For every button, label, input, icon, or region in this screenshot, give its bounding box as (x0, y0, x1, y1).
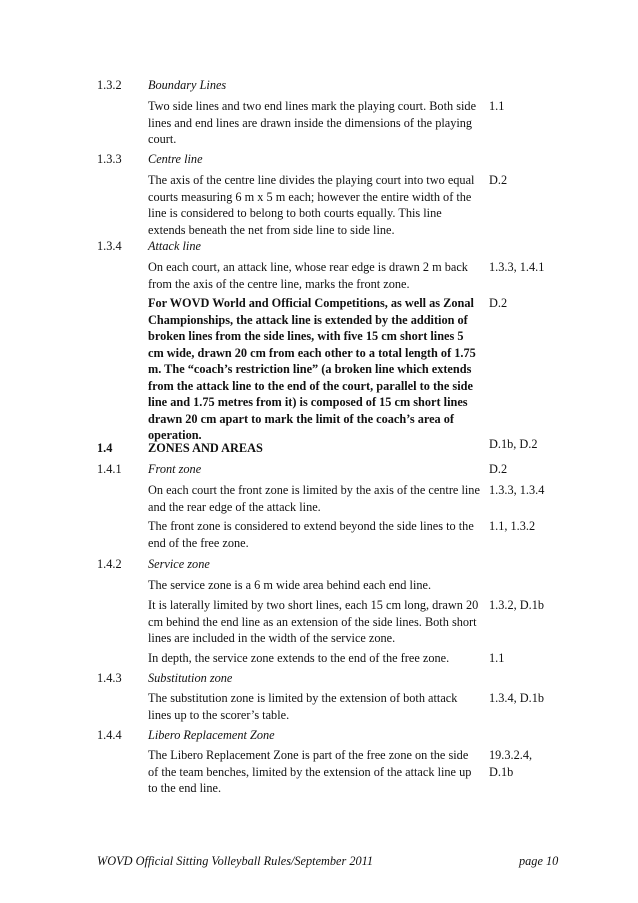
reference: D.2 (489, 173, 508, 187)
section-number: 1.4.2 (97, 557, 122, 571)
section-title: Service zone (148, 557, 210, 571)
section-number: 1.4.1 (97, 462, 122, 476)
reference: 1.1 (489, 651, 505, 665)
paragraph-text-bold: For WOVD World and Official Competitions, as well as Zonal Championships, the attack line is extended by the addition of broken lines from the side lines, with five 15 cm short lines 5 cm wide, drawn 20 cm from each other to a total length of 1.75 m. The “coach’s restriction line” (a broken line which extends from the attack line to the end of the court, parallel to the side line and 1.75 metres from it) is composed of 15 cm short lines drawn 20 cm apart to mark the limit of the coach’s area of operation. (148, 296, 476, 442)
paragraph-text: Two side lines and two end lines mark the playing court. Both side lines and end lines are drawn inside the dimensions of the playing court. (148, 99, 477, 146)
reference: 1.3.3, 1.3.4 (489, 483, 545, 497)
section-number: 1.4.3 (97, 671, 122, 685)
section-title: Libero Replacement Zone (148, 728, 275, 742)
section-number: 1.3.4 (97, 239, 122, 253)
reference: D.1b, D.2 (489, 437, 538, 451)
section-title: Boundary Lines (148, 78, 227, 92)
chapter-title: ZONES AND AREAS (148, 441, 263, 455)
reference: D.2 (489, 462, 508, 476)
paragraph-text: The substitution zone is limited by the extension of both attack lines up to the scorer’s table. (148, 691, 458, 722)
paragraph-text: The axis of the centre line divides the playing court into two equal courts measuring 6 m x 5 m each; however the entire width of the line is considered to belong to both courts equally. This line extends beneath the net from side line to side line. (148, 173, 475, 237)
reference: 1.3.4, D.1b (489, 691, 544, 705)
chapter-number: 1.4 (97, 441, 113, 455)
reference: 19.3.2.4, D.1b (489, 748, 533, 779)
reference: 1.1 (489, 99, 505, 113)
section-title: Front zone (148, 462, 202, 476)
section-number: 1.4.4 (97, 728, 122, 742)
footer-title: WOVD Official Sitting Volleyball Rules/September 2011 (97, 854, 374, 868)
paragraph-text: On each court, an attack line, whose rear edge is drawn 2 m back from the axis of the centre line, marks the front zone. (148, 260, 468, 291)
paragraph-text: The front zone is considered to extend beyond the side lines to the end of the free zone. (148, 519, 474, 550)
reference: 1.1, 1.3.2 (489, 519, 536, 533)
paragraph-text: The Libero Replacement Zone is part of the free zone on the side of the team benches, limited by the extension of the attack line up to the end line. (148, 748, 472, 795)
section-title: Centre line (148, 152, 203, 166)
section-title: Attack line (148, 239, 201, 253)
section-title: Substitution zone (148, 671, 233, 685)
paragraph-text: The service zone is a 6 m wide area behind each end line. (148, 578, 432, 592)
reference: D.2 (489, 296, 508, 310)
paragraph-text: On each court the front zone is limited by the axis of the centre line and the rear edge of the attack line. (148, 483, 480, 514)
reference: 1.3.2, D.1b (489, 598, 544, 612)
reference: 1.3.3, 1.4.1 (489, 260, 545, 274)
section-number: 1.3.3 (97, 152, 122, 166)
footer-page-number: page 10 (519, 854, 559, 868)
paragraph-text: In depth, the service zone extends to the end of the free zone. (148, 651, 450, 665)
section-number: 1.3.2 (97, 78, 122, 92)
paragraph-text: It is laterally limited by two short lines, each 15 cm long, drawn 20 cm behind the end line as an extension of the side lines. Both short lines are included in the width of the service zone. (148, 598, 479, 645)
